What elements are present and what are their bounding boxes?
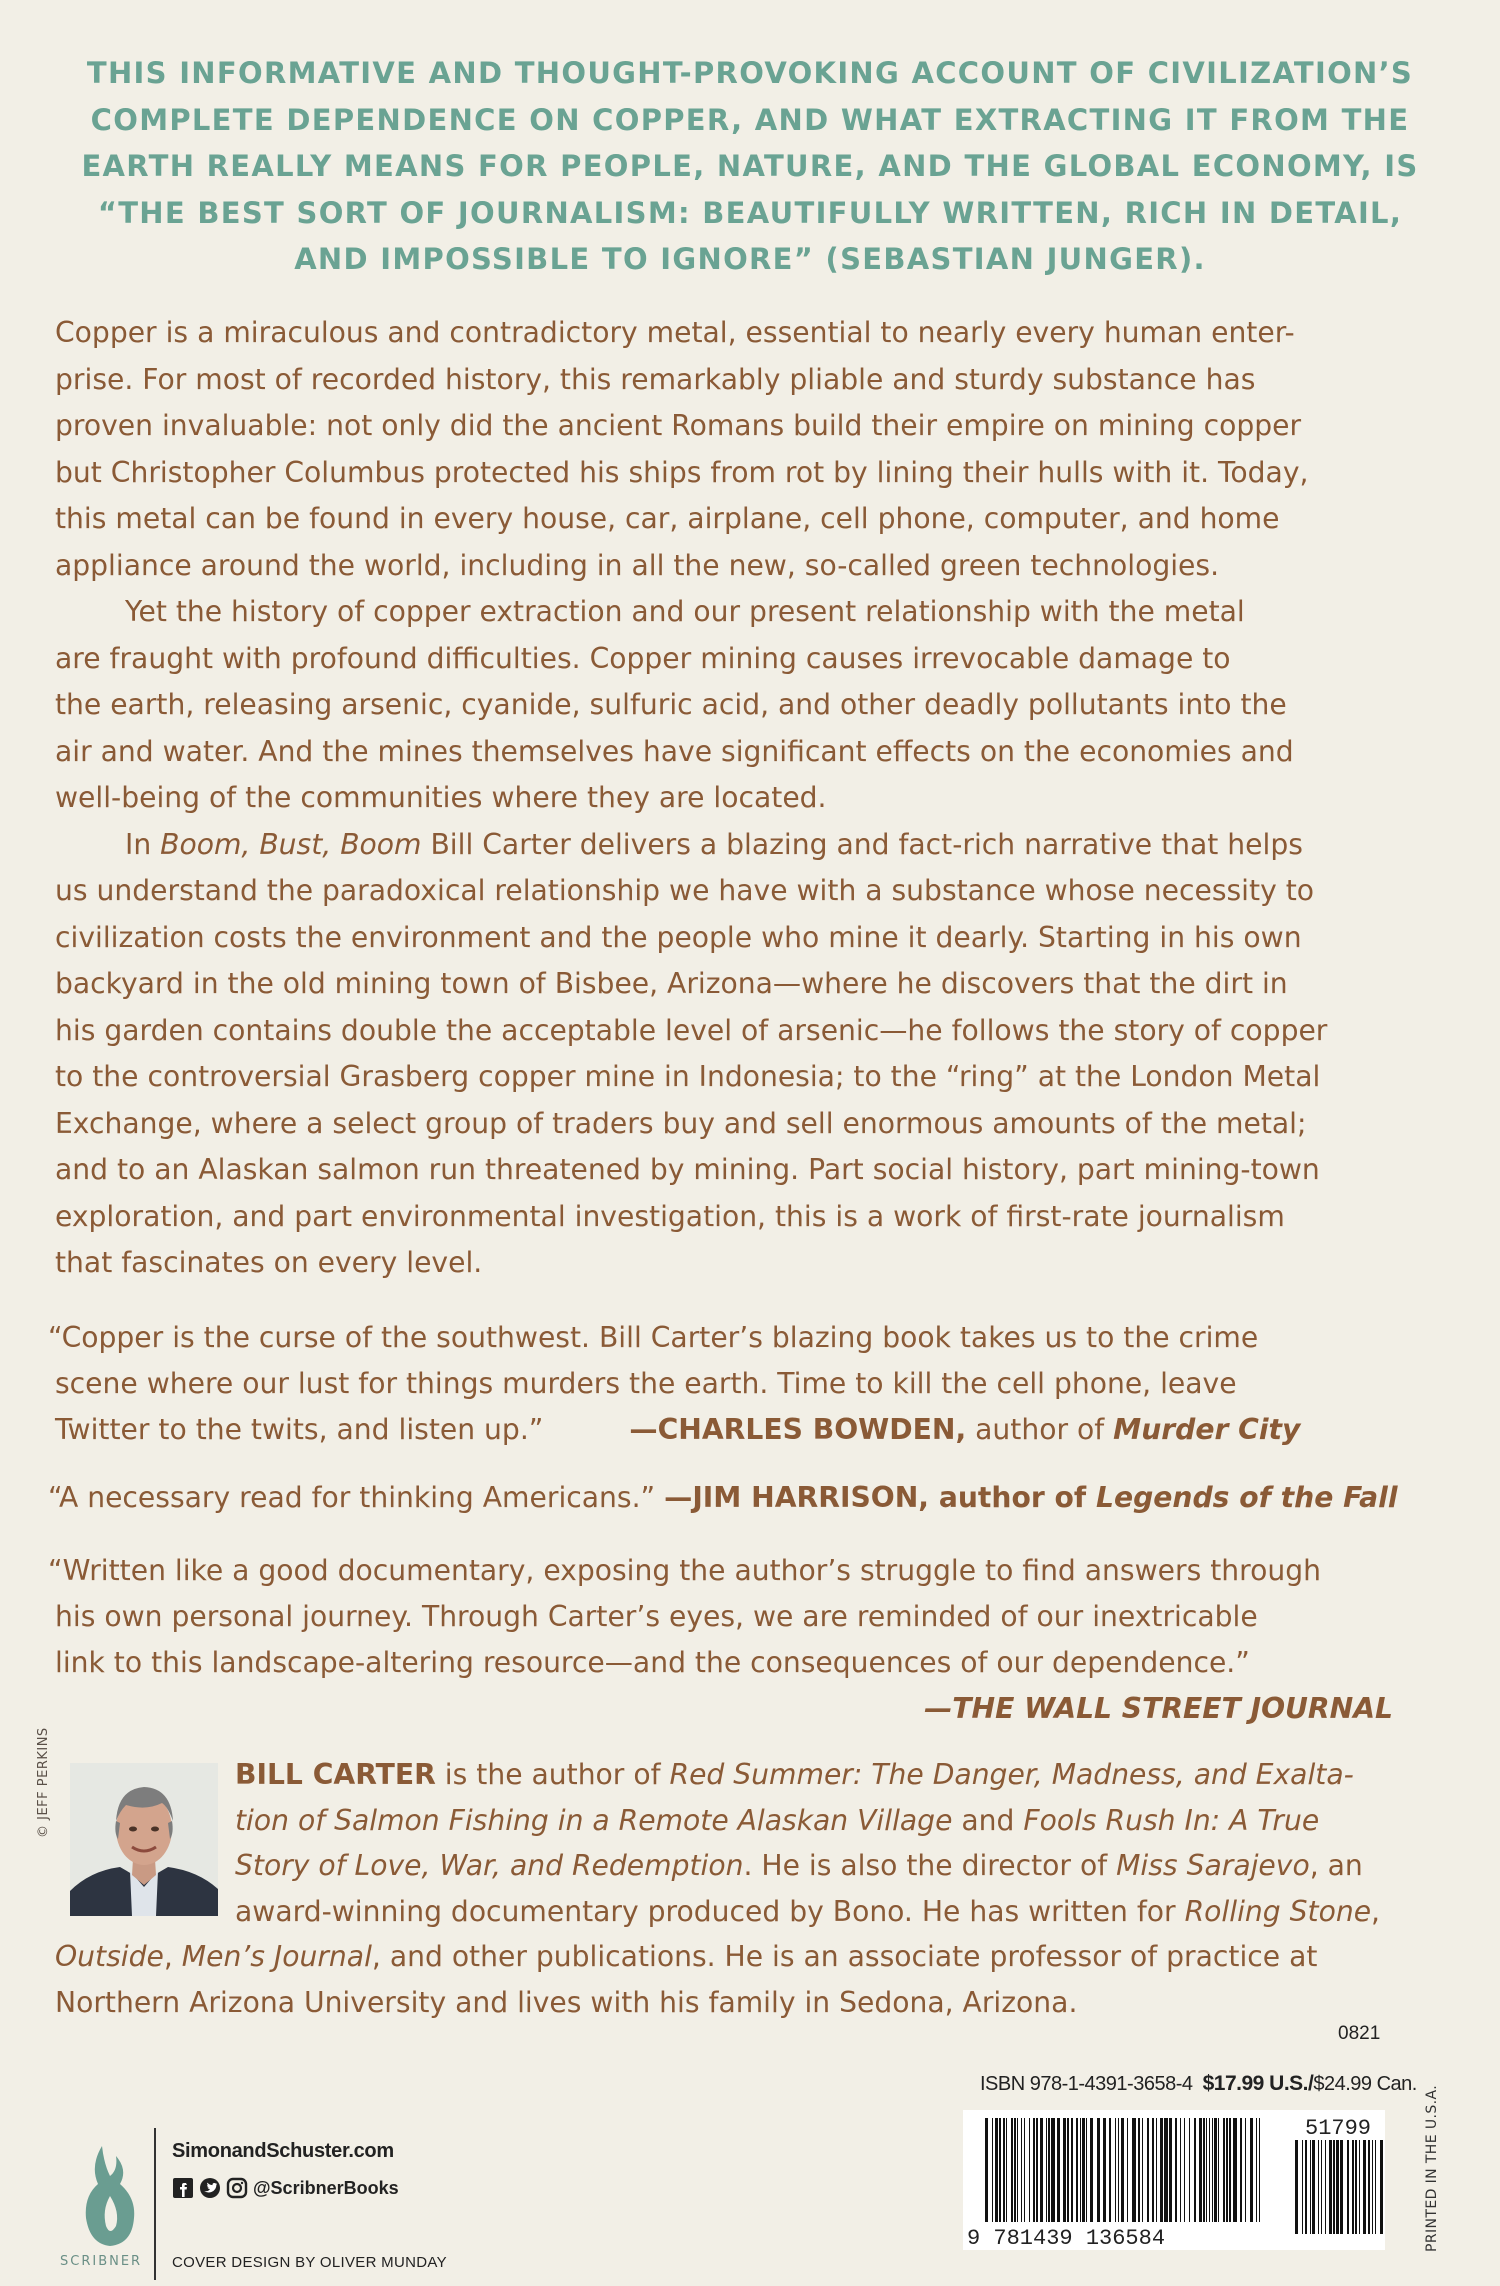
bio-line [55,1843,1450,1889]
attribution-publication: —THE WALL STREET JOURNAL [924,1692,1393,1725]
quote-attribution: —JIM HARRISON, [664,1481,930,1514]
barcode-bar [1226,2118,1228,2222]
barcode-bar [1233,2118,1237,2222]
barcode-bar [1223,2118,1225,2222]
barcode-bar [1152,2118,1154,2222]
barcode-bar [1090,2118,1093,2222]
publisher-website[interactable]: SimonandSchuster.com [172,2140,394,2162]
footer-divider [154,2128,156,2280]
description-line: Copper is a miraculous and contradictory metal, essential to nearly every human enter- [55,316,1295,349]
barcode-bar [1147,2118,1149,2222]
barcode-bar [1329,2140,1332,2234]
quote-line [48,1475,1448,1521]
bio-text: . He is also the director of [743,1849,1117,1882]
description-line: and to an Alaskan salmon run threatened by mining. Part social history, part mining-town [55,1153,1320,1186]
barcode-bar [1355,2140,1357,2234]
barcode-bar [1142,2118,1143,2222]
quote-attribution: —CHARLES BOWDEN, [629,1413,967,1446]
bio-line [55,1889,1450,1935]
bio-text: , [1371,1894,1381,1928]
bio-line [55,1752,1450,1798]
barcode-bar [1372,2140,1373,2234]
description-line: air and water. And the mines themselves have significant effects on the economies and [55,734,1294,768]
barcode-bar [1086,2118,1087,2222]
barcode-bar [1229,2118,1231,2222]
barcode-bar [1051,2118,1055,2222]
barcode-bar [1029,2118,1030,2222]
description-line: are fraught with profound difficulties. Copper mining causes irrevocable damage to [55,641,1231,675]
quote-text: “A necessary read for thinking Americans.” [48,1481,665,1514]
facebook-icon[interactable] [172,2177,194,2199]
barcode-bar [1206,2118,1207,2222]
description-line: civilization costs the environment and the people who mine it dearly. Starting in his own [55,920,1302,954]
attribution-book: Murder City [1113,1413,1301,1446]
barcode-bar [1245,2118,1246,2222]
description-line: that fascinates on every level. [55,1246,483,1279]
barcode-bar [1336,2140,1339,2234]
headline-line: EARTH REALLY MEANS FOR PEOPLE, NATURE, AND THE GLOBAL ECONOMY, IS [81,149,1419,183]
bio-line: Northern Arizona University and lives with his family in Sedona, Arizona. [55,1985,1078,2019]
printed-in: PRINTED IN THE U.S.A. [1424,2084,1440,2252]
social-handle[interactable]: @ScribnerBooks [253,2177,399,2198]
barcode-addon-digits: 51799 [1305,2116,1372,2141]
bio-text: , an [1309,1849,1363,1882]
review-quote-harrison [48,1475,1448,1521]
barcode-bar [1321,2140,1322,2234]
description-line: but Christopher Columbus protected his ships from rot by lining their hulls with it. Today, [55,455,1309,489]
barcode-bar [1218,2118,1219,2222]
attribution-book: Legends of the Fall [1096,1481,1398,1514]
barcode-bar [1082,2118,1085,2222]
book-title: Boom, Bust, Boom [160,827,422,861]
author-name: BILL CARTER [235,1758,436,1791]
description-line: this metal can be found in every house, car, airplane, cell phone, computer, and home [55,502,1280,535]
quote-last-line: Twitter to the twits, and listen up.” [55,1413,544,1446]
description-line: exploration, and part environmental investigation, this is a work of first-rate journalism [55,1199,1285,1233]
barcode-bar [1138,2118,1140,2222]
isbn: ISBN 978-1-4391-3658-4 [980,2073,1193,2095]
barcode-bar [1103,2118,1106,2222]
description-line: proven invaluable: not only did the ancient Romans build their empire on mining copper [55,409,1302,442]
barcode-bar [1057,2118,1060,2222]
bio-text: and [952,1803,1024,1837]
barcode-bar [1011,2118,1013,2222]
bio-text: , and other publications. He is an associate professor of practice at [371,1940,1318,1973]
barcode-bar [1325,2140,1326,2234]
publication-title: Rolling Stone [1184,1894,1372,1928]
barcode-bar [1363,2140,1366,2234]
barcode-bar [1340,2140,1343,2234]
description-line: his garden contains double the acceptable level of arsenic—he follows the story of copper [55,1013,1328,1047]
barcode-bar [1375,2140,1376,2234]
barcode-bar [1199,2118,1202,2222]
barcode-bar [1352,2140,1354,2234]
barcode-bar [1046,2118,1047,2222]
book-title: Red Summer: The Danger, Madness, and Exalta- [669,1758,1354,1791]
barcode-bar [1175,2118,1177,2222]
film-title: Miss Sarajevo [1116,1849,1310,1882]
barcode-bar [1127,2118,1128,2222]
barcode-bar [1302,2140,1303,2234]
barcode-bar [1295,2140,1298,2234]
barcode-bar [1076,2118,1078,2222]
attribution-text: author of [929,1481,1096,1514]
barcode-bar [1359,2140,1360,2234]
headline-line: COMPLETE DEPENDENCE ON COPPER, AND WHAT EXTRACTING IT FROM THE [90,102,1410,137]
headline-line: THIS INFORMATIVE AND THOUGHT-PROVOKING ACCOUNT OF CIVILIZATION’S [86,56,1414,90]
barcode [963,2110,1385,2250]
author-bio [55,1752,1450,2025]
barcode-bar [1003,2118,1005,2222]
bio-line [55,1798,1450,1844]
intro-pre: In [125,827,161,861]
barcode-bar [1132,2118,1136,2222]
quote-line: link to this landscape-altering resource—and the consequences of our dependence.” [55,1646,1250,1679]
bio-text: , [163,1940,182,1973]
print-code: 0821 [1338,2023,1381,2044]
intro-post: Bill Carter delivers a blazing and fact-rich narrative that helps [421,827,1303,861]
book-description [55,310,1450,1287]
barcode-bar [1380,2140,1383,2234]
barcode-bar [992,2118,993,2222]
description-line: to the controversial Grasberg copper mine in Indonesia; to the “ring” at the London Metal [55,1060,1321,1093]
description-line: Exchange, where a select group of traders buy and sell enormous amounts of the metal; [55,1106,1307,1140]
blurb-headline [50,50,1450,283]
price-can: $24.99 Can. [1313,2073,1417,2095]
description-line: us understand the paradoxical relationship we have with a substance whose necessity to [55,874,1315,907]
barcode-bar [1006,2118,1007,2222]
barcode-bar [1017,2118,1018,2222]
barcode-bar [1310,2140,1311,2234]
publication-title: Men’s Journal [181,1940,372,1973]
headline-line: “THE BEST SORT OF JOURNALISM: BEAUTIFULLY WRITTEN, RICH IN DETAIL, [97,195,1403,230]
barcode-bar [1080,2118,1081,2222]
barcode-bar [1014,2118,1016,2222]
quote-attribution [48,1686,1448,1732]
barcode-bar [1067,2118,1069,2222]
barcode-bar [1240,2118,1242,2222]
headline-line: AND IMPOSSIBLE TO IGNORE” (SEBASTIAN JUNGER). [294,242,1206,276]
review-quote-bowden [48,1315,1448,1453]
barcode-bar [1160,2118,1163,2222]
cover-design-credit: COVER DESIGN BY OLIVER MUNDAY [172,2254,447,2271]
photo-credit: © JEFF PERKINS [36,1727,51,1838]
instagram-icon[interactable] [226,2177,248,2199]
barcode-bar [1250,2118,1253,2222]
barcode-bar [1115,2118,1116,2222]
bio-line [55,1934,1450,1980]
barcode-bar [1189,2118,1190,2222]
barcode-bar [999,2118,1001,2222]
description-line: the earth, releasing arsenic, cyanide, sulfuric acid, and other deadly pollutants into the [55,688,1287,721]
barcode-bar [1368,2140,1370,2234]
barcode-bar [1169,2118,1172,2222]
barcode-bar [1063,2118,1066,2222]
social-links [172,2177,399,2199]
barcode-bar [1121,2118,1124,2222]
barcode-bar [1180,2118,1181,2222]
barcode-bar [1024,2118,1025,2222]
barcode-bar [1118,2118,1119,2222]
publication-title: Outside [55,1940,164,1973]
quote-line [48,1407,1448,1453]
publisher-name: SCRIBNER [60,2254,143,2269]
review-quote-wsj [48,1548,1448,1732]
isbn-price [980,2072,1417,2096]
barcode-bar [1109,2118,1111,2222]
quote-line: “Copper is the curse of the southwest. Bill Carter’s blazing book takes us to the crime [48,1321,1259,1354]
description-line: Yet the history of copper extraction and our present relationship with the metal [125,595,1245,628]
barcode-bar [1033,2118,1035,2222]
barcode-bar [1194,2118,1196,2222]
barcode-bar [1164,2118,1168,2222]
book-title: Fools Rush In: A True [1023,1803,1320,1837]
barcode-bar [995,2118,998,2222]
barcode-bar [1071,2118,1073,2222]
attribution-text: author of [966,1413,1114,1446]
barcode-bar [1156,2118,1157,2222]
barcode-bar [1312,2140,1315,2234]
barcode-bar [1318,2140,1319,2234]
book-title: tion of Salmon Fishing in a Remote Alaskan Village [235,1803,953,1837]
barcode-bar [1305,2140,1307,2234]
barcode-bar [1097,2118,1100,2222]
barcode-digits: 9 781439 136584 [967,2226,1166,2250]
description-line [55,822,1450,869]
barcode-bar [1212,2118,1213,2222]
barcode-bar [1347,2140,1349,2234]
barcode-bar [1021,2118,1022,2222]
quote-line: “Written like a good documentary, exposing the author’s struggle to find answers through [48,1554,1321,1587]
barcode-bar [1256,2118,1257,2222]
barcode-bar [1040,2118,1043,2222]
description-line: well-being of the communities where they are located. [55,781,827,814]
barcode-bar [1259,2118,1260,2222]
price-us: $17.99 U.S./ [1202,2072,1314,2095]
description-line: appliance around the world, including in all the new, so-called green technologies. [55,548,1220,582]
barcode-bar [1209,2118,1210,2222]
barcode-bar [1184,2118,1185,2222]
twitter-icon[interactable] [199,2177,221,2199]
description-line: backyard in the old mining town of Bisbee, Arizona—where he discovers that the dirt in [55,967,1288,1000]
book-title: Story of Love, War, and Redemption [235,1849,744,1882]
bio-text: award-winning documentary produced by Bono. He has written for [235,1894,1185,1928]
quote-line: his own personal journey. Through Carter’s eyes, we are reminded of our inextricable [55,1600,1258,1633]
barcode-bar [1048,2118,1050,2222]
barcode-bar [1214,2118,1217,2222]
barcode-bar [985,2118,988,2222]
bio-text: is the author of [435,1758,670,1791]
barcode-bar [1203,2118,1205,2222]
barcode-bar [1036,2118,1038,2222]
description-line: prise. For most of recorded history, this remarkably pliable and sturdy substance has [55,362,1256,396]
barcode-bar [1333,2140,1335,2234]
quote-line: scene where our lust for things murders the earth. Time to kill the cell phone, leave [55,1367,1237,1400]
